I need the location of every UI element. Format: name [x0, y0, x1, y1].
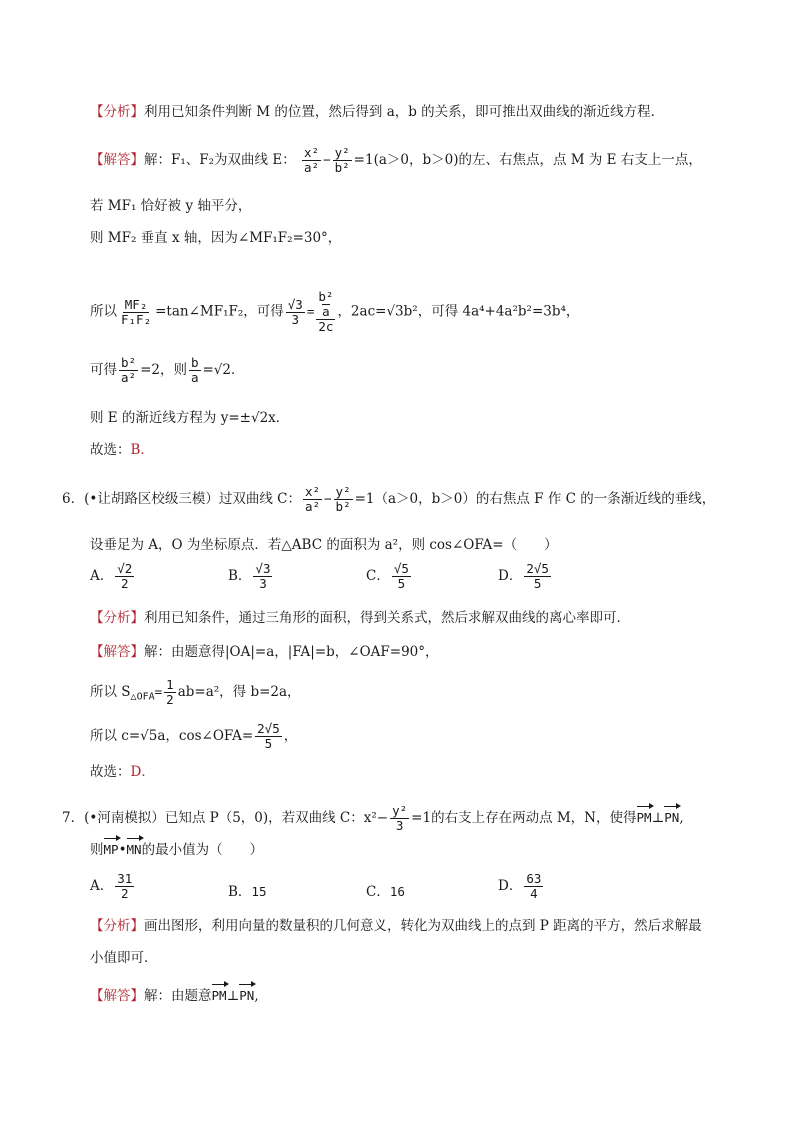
analysis-line	[90, 102, 734, 122]
fraction-y2-b2: $\frac{\text{y²}}{\text{b²}}$	[335, 484, 351, 514]
q6-choice-a[interactable]: A． $\frac{√2}{2}$	[90, 561, 133, 591]
q6-choice-c[interactable]: C． $\frac{√5}{5}$	[366, 561, 409, 591]
solution-line-6: 则 E 的渐近线方程为 y=±√2x．	[90, 410, 290, 426]
fraction-2sqrt5-5: $\frac{2√5}{5}$	[257, 721, 280, 751]
fraction-y2-b2: $\frac{\text{y²}}{\text{b²}}$	[334, 145, 350, 175]
q6-stem-line-2: 设垂足为 A，O 为坐标原点．若△ABC 的面积为 a²，则 cos∠OFA=（ ）	[90, 537, 558, 553]
vector-pm: PM	[212, 986, 227, 1006]
q7-stem-line-1: 7．(•河南模拟）已知点 P（5，0)，若双曲线 C：x²− $\frac{\text{y²}}{3}$ =1的右支上存在两动点 M，N，使得PM⊥PN,	[62, 803, 684, 833]
fraction-x2-a2: $\frac{\text{x²}}{\text{a²}}$	[304, 484, 321, 514]
q7-stem-line-2: 则MP•MN的最小值为（ ）	[90, 842, 264, 858]
analysis-text: 利用已知条件判断 M 的位置，然后得到 a，b 的关系，即可推出双曲线的渐近线方程．	[144, 104, 665, 120]
answer-line: 故选：B．	[90, 442, 154, 458]
q7-choice-c[interactable]: C．16	[366, 884, 405, 900]
q6-stem-line-1: 6．(•让胡路区校级三模）过双曲线 C： $\frac{\text{x²}}{\text{a²}}$ − $\frac{\text{y²}}{\text{b²}}$ =1（a＞0，b＞0）的右焦点 F 作 C 的一条渐近线的垂线，	[62, 484, 716, 514]
q7-choice-b[interactable]: B．15	[228, 884, 267, 900]
solution-text: 解：F₁、F₂为双曲线 E：	[144, 152, 296, 168]
q7-analysis-line-2: 小值即可．	[90, 950, 158, 966]
q6-choice-b[interactable]: B． $\frac{√3}{3}$	[228, 561, 271, 591]
solution-line-1: 【解答】解：F₁、F₂为双曲线 E： $\frac{\text{x²}}{\text{a²}}$ − $\frac{\text{y²}}{\text{b²}}$ =1(a＞0，b＞0)的左、右焦点，点 M 为 E 右支上一点，	[90, 145, 702, 175]
q6-choice-d[interactable]: D． $\frac{2√5}{5}$	[498, 561, 549, 591]
q6-solution-line-3: 所以 c=√5a，cos∠OFA= $\frac{2√5}{5}$ ，	[90, 721, 298, 751]
q6-analysis: 【分析】利用已知条件，通过三角形的面积，得到关系式，然后求解双曲线的离心率即可．	[90, 610, 630, 626]
solution-line-5: 可得 $\frac{\text{b²}}{\text{a²}}$ =2，则 $\frac{b}{a}$ =√2．	[90, 355, 245, 385]
fraction-x2-a2: $\frac{\text{x²}}{\text{a²}}$	[304, 145, 320, 175]
q7-solution: 【解答】解：由题意PM⊥PN,	[90, 988, 259, 1004]
q7-analysis: 【分析】画出图形，利用向量的数量积的几何意义，转化为双曲线上的点到 P 距离的平方，然后求解最	[90, 918, 702, 934]
q6-answer: 故选：D．	[90, 764, 155, 780]
fraction-sqrt3-3: $\frac{√3}{3}$	[287, 296, 303, 327]
fraction-mf2-f1f2: $\frac{\text{MF₂}}{\text{F₁F₂}}$	[121, 296, 152, 327]
vector-pn: PN	[239, 986, 254, 1006]
q6-solution: 【解答】解：由题意得|OA|=a，|FA|=b，∠OAF=90°，	[90, 644, 439, 660]
solution-line-2: 若 MF₁ 恰好被 y 轴平分，	[90, 198, 252, 214]
fraction-half: $\frac{1}{2}$	[166, 677, 174, 707]
vector-pm: PM	[637, 808, 652, 828]
fraction-b-a: $\frac{b}{a}$	[190, 355, 199, 385]
analysis-tag: 【分析】	[90, 104, 144, 120]
fraction-b2a-2c: b² a 2c	[318, 289, 334, 334]
vector-mp: MP	[104, 840, 119, 860]
solution-line-3: 则 MF₂ 垂直 x 轴，因为∠MF₁F₂=30°，	[90, 230, 342, 246]
vector-pn: PN	[664, 808, 679, 828]
q6-solution-line-2: 所以 $S_{\triangle OFA}=$ $\frac{1}{2}$ ab=a²，得 b=2a，	[90, 677, 301, 707]
fraction-b2-a2: $\frac{\text{b²}}{\text{a²}}$	[121, 355, 137, 385]
q7-choice-a[interactable]: A． $\frac{31}{2}$	[90, 871, 133, 901]
solution-tag: 【解答】	[90, 152, 144, 168]
solution-line-4: 所以 $\frac{\text{MF₂}}{\text{F₁F₂}}$ =tan∠MF₁F₂，可得 $\frac{√3}{3}$ = b² a 2c ，2ac=√3b²，可得 4a⁴+4a²b²=3b⁴，	[90, 289, 580, 334]
fraction-y2-3: $\frac{\text{y²}}{3}$	[392, 803, 408, 833]
vector-mn: MN	[127, 840, 142, 860]
q7-choice-d[interactable]: D． $\frac{63}{4}$	[498, 871, 542, 901]
